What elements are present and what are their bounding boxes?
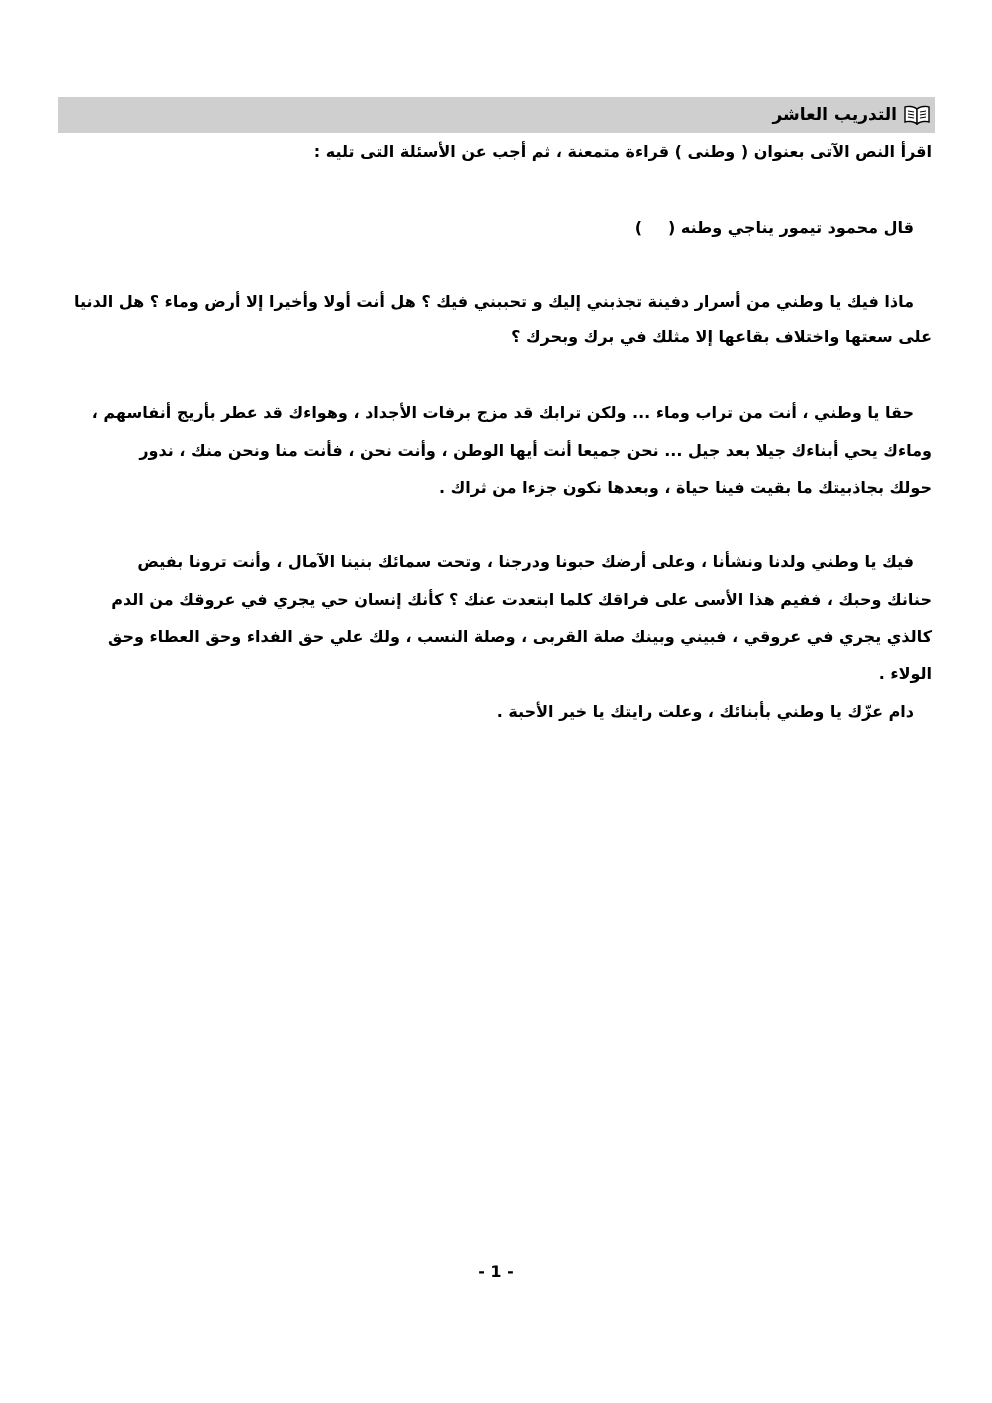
paragraph2-line: وماءك يحي أبناءك جيلا بعد جيل ... نحن جميعا أنت أيها الوطن ، وأنت نحن ، فأنت منا ونحن منك ، ندور xyxy=(139,441,932,460)
instruction-text: اقرأ النص الآتى بعنوان ( وطنى ) قراءة متمعنة ، ثم أجب عن الأسئلة التى تليه : xyxy=(313,142,932,161)
paragraph2-line: حقا يا وطني ، أنت من تراب وماء ... ولكن ترابك قد مزج برفات الأجداد ، وهواءك قد عطر بأريج أنفاسهم ، xyxy=(91,403,914,422)
paragraph1-line: ماذا فيك يا وطني من أسرار دفينة تجذبني إليك و تحببني فيك ؟ هل أنت أولا وأخيرا إلا أرض وماء ؟ هل الدنيا xyxy=(74,292,914,311)
paragraph2-line: حولك بجاذبيتك ما بقيت فينا حياة ، وبعدها نكون جزءا من ثراك . xyxy=(438,478,932,497)
book-icon xyxy=(903,105,931,125)
section-header xyxy=(58,97,935,133)
page-number: - 1 - xyxy=(478,1262,514,1281)
quote-close-paren: ) xyxy=(634,218,643,237)
paragraph3-line: كالذي يجري في عروقي ، فبيني وبينك صلة القربى ، وصلة النسب ، ولك علي حق الفداء وحق العطاء وحق xyxy=(108,627,932,646)
paragraph3-line: الولاء . xyxy=(878,664,932,683)
paragraph1-line: على سعتها واختلاف بقاعها إلا مثلك في برك وبحرك ؟ xyxy=(511,327,932,346)
paragraph3-line: حنانك وحبك ، ففيم هذا الأسى على فراقك كلما ابتعدت عنك ؟ كأنك إنسان حي يجري في عروقك من الدم xyxy=(111,590,932,609)
paragraph3-line: فيك يا وطني ولدنا ونشأنا ، وعلى أرضك حبونا ودرجنا ، وتحت سمائك بنينا الآمال ، وأنت ترونا بفيض xyxy=(137,552,914,571)
quote-intro-text: قال محمود تيمور يناجي وطنه xyxy=(680,218,914,237)
quote-open-paren: ( xyxy=(668,218,676,237)
quote-intro xyxy=(60,218,914,237)
section-title: التدريب العاشر xyxy=(772,104,897,125)
closing-line: دام عزّك يا وطني بأبنائك ، وعلت رايتك يا خير الأحبة . xyxy=(496,702,914,721)
